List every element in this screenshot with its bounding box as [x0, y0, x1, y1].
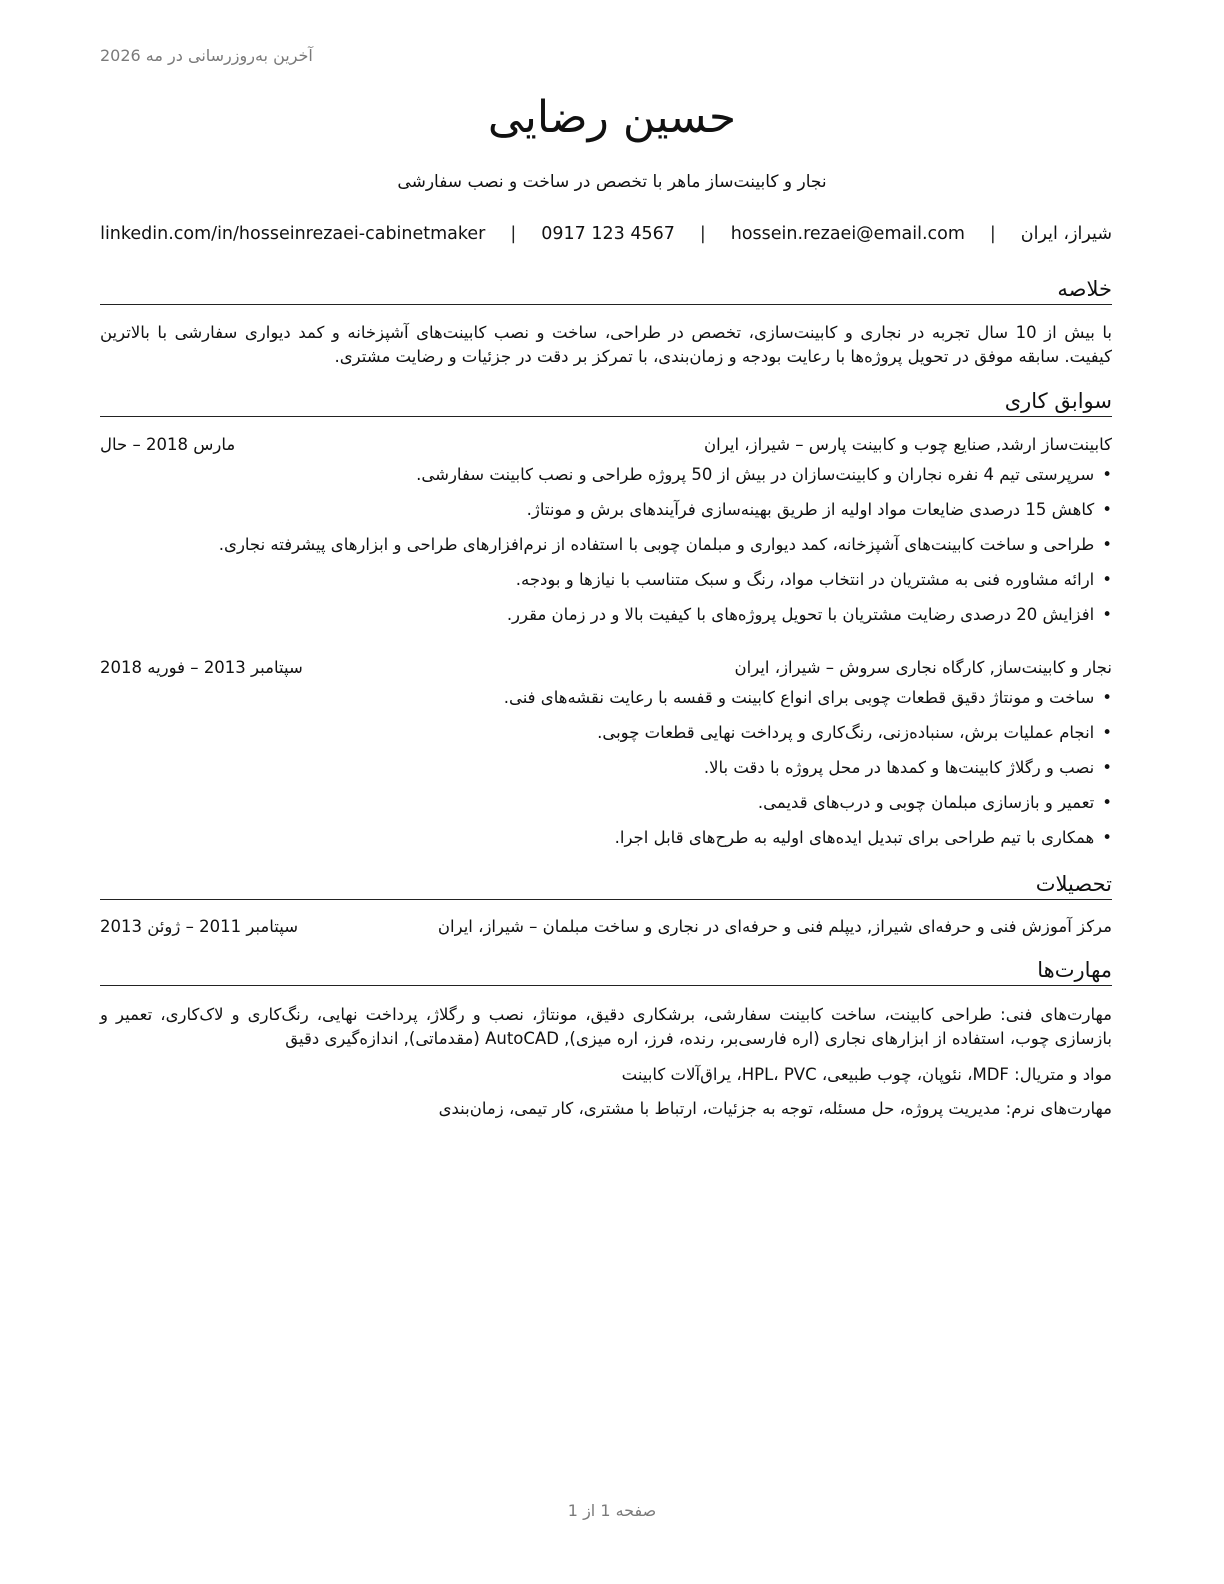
list-item: • ساخت و مونتاژ دقیق قطعات چوبی برای انواع کابینت و قفسه با رعایت نقشه‌های فنی.	[100, 686, 1112, 721]
list-item: • تعمیر و بازسازی مبلمان چوبی و درب‌های قدیمی.	[100, 791, 1112, 826]
contact-linkedin[interactable]: linkedin.com/in/hosseinrezaei-cabinetmaker	[100, 224, 486, 244]
summary-text: با بیش از 10 سال تجربه در نجاری و کابینت‌سازی، تخصص در طراحی، ساخت و نصب کابینت‌های آشپزخانه و کمد دیواری سفارشی با بالاترین کیفیت. سابقه موفق در تحویل پروژه‌ها با رعایت بودجه و زمان‌بندی، با تمرکز بر دقت در جزئیات و رضایت مشتری.	[100, 323, 1113, 366]
skills-section-title: مهارت‌ها	[100, 957, 1112, 986]
job-heading	[100, 656, 1112, 680]
education-section-title: تحصیلات	[100, 871, 1112, 900]
contact-location: شیراز، ایران	[1020, 224, 1112, 244]
job-title-company: کابینت‌ساز ارشد, صنایع چوب و کابینت پارس – شیراز، ایران	[704, 435, 1112, 454]
candidate-headline: نجار و کابینت‌ساز ماهر با تخصص در ساخت و نصب سفارشی	[397, 172, 827, 192]
skills-technical: مهارت‌های فنی: طراحی کابینت، ساخت کابینت سفارشی، برشکاری دقیق، مونتاژ، نصب و رگلاژ، پرداخت نهایی، رنگ‌کاری و لاک‌کاری، تعمیر و بازسازی چوب، استفاده از ابزارهای نجاری (اره فارسی‌بر، رنده، فرز، اره میزی), AutoCAD (مقدماتی), اندازه‌گیری دقیق	[100, 1005, 1112, 1048]
last-updated-note: آخرین به‌روزرسانی در مه 2026	[100, 46, 313, 65]
education-heading: مرکز آموزش فنی و حرفه‌ای شیراز, دیپلم فنی و حرفه‌ای در نجاری و ساخت مبلمان – شیراز، ایران	[437, 917, 1112, 936]
list-item: • نصب و رگلاژ کابینت‌ها و کمدها در محل پروژه با دقت بالا.	[100, 756, 1112, 791]
page-number: صفحه 1 از 1	[567, 1501, 657, 1520]
job-bullets	[100, 463, 1112, 638]
list-item: • افزایش 20 درصدی رضایت مشتریان با تحویل پروژه‌های با کیفیت بالا و در زمان مقرر.	[100, 603, 1112, 638]
education-entry	[100, 915, 1112, 939]
candidate-name: حسین رضایی	[487, 92, 737, 143]
job-heading	[100, 433, 1112, 457]
contact-separator: |	[510, 224, 517, 244]
job-date: سپتامبر 2013 – فوریه 2018	[100, 658, 303, 677]
job-title-company: نجار و کابینت‌ساز, کارگاه نجاری سروش – شیراز، ایران	[734, 658, 1112, 677]
list-item: • ارائه مشاوره فنی به مشتریان در انتخاب مواد، رنگ و سبک متناسب با نیازها و بودجه.	[100, 568, 1112, 603]
contact-phone[interactable]: 0917 123 4567	[541, 224, 675, 244]
contact-email[interactable]: hossein.rezaei@email.com	[730, 224, 965, 244]
job-bullets	[100, 686, 1112, 861]
skills-soft: مهارت‌های نرم: مدیریت پروژه، حل مسئله، توجه به جزئیات، ارتباط با مشتری، کار تیمی، زمان‌بندی	[438, 1099, 1112, 1118]
list-item: • کاهش 15 درصدی ضایعات مواد اولیه از طریق بهینه‌سازی فرآیندهای برش و مونتاژ.	[100, 498, 1112, 533]
contact-line	[100, 224, 1112, 244]
list-item: • همکاری با تیم طراحی برای تبدیل ایده‌های اولیه به طرح‌های قابل اجرا.	[100, 826, 1112, 861]
summary-section-title: خلاصه	[100, 276, 1112, 305]
experience-section-title: سوابق کاری	[100, 388, 1112, 417]
job-date: مارس 2018 – حال	[100, 435, 236, 454]
contact-separator: |	[989, 224, 996, 244]
list-item: • طراحی و ساخت کابینت‌های آشپزخانه، کمد دیواری و مبلمان چوبی با استفاده از نرم‌افزارهای طراحی و ابزارهای پیشرفته نجاری.	[100, 533, 1112, 568]
list-item: • انجام عملیات برش، سنباده‌زنی، رنگ‌کاری و پرداخت نهایی قطعات چوبی.	[100, 721, 1112, 756]
contact-separator: |	[699, 224, 706, 244]
education-date: سپتامبر 2011 – ژوئن 2013	[100, 917, 299, 936]
skills-materials: مواد و متریال: MDF، نئوپان، چوب طبیعی، HPL، PVC، یراق‌آلات کابینت	[621, 1065, 1112, 1084]
list-item: • سرپرستی تیم 4 نفره نجاران و کابینت‌سازان در بیش از 50 پروژه طراحی و نصب کابینت سفارشی.	[100, 463, 1112, 498]
